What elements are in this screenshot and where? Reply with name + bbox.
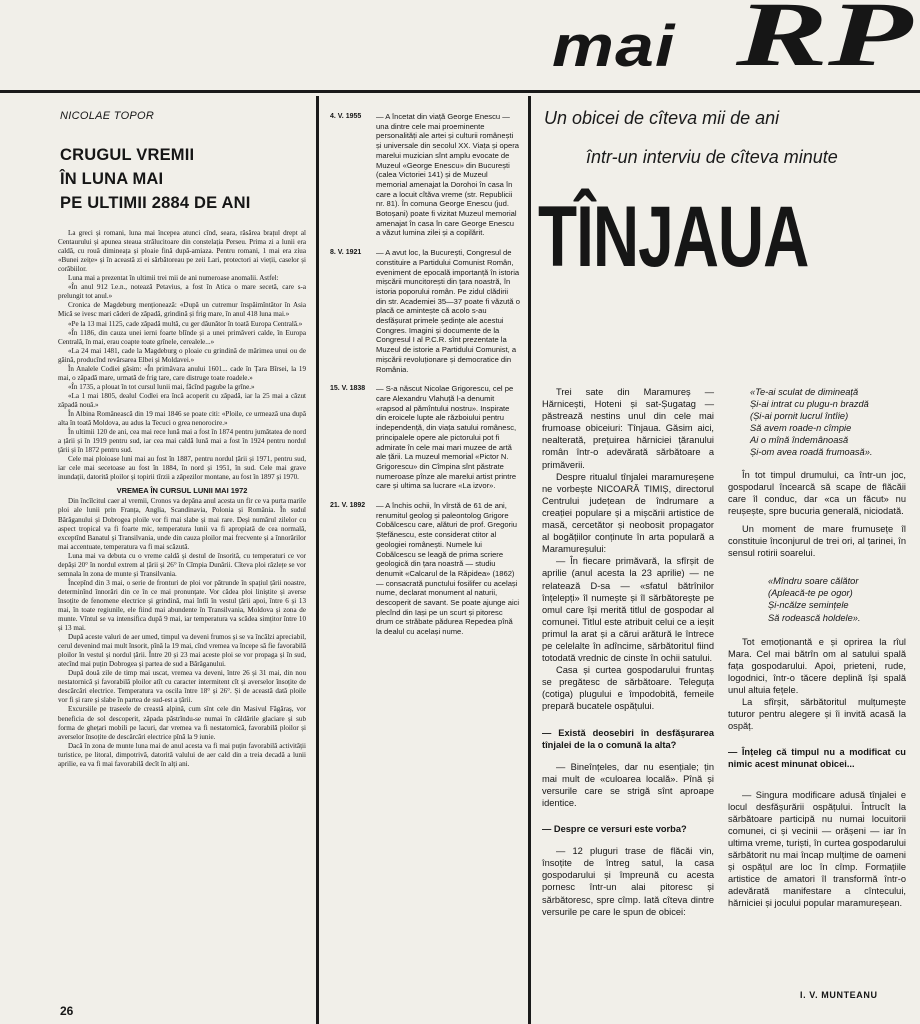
calendar-entry — [330, 112, 520, 238]
verse-line: Să rodească holdele». — [768, 612, 861, 623]
header-rule — [0, 90, 920, 93]
tinjaua-column-b — [728, 386, 906, 909]
paragraph: Dacă în zona de munte luna mai de anul acesta va fi mai puțin favorabilă activității turistice, pe litoral, dimpotrivă, datorită valului de aer cald din a treia decadă a lunii aprilie, ea va fi mai favorabilă decît în alți ani. — [58, 741, 306, 768]
subheading: VREMEA ÎN CURSUL LUNII MAI 1972 — [116, 486, 248, 496]
verse-line: Să avem roade-n cîmpie — [750, 423, 852, 434]
verse-line: Și-ncălze semințele — [768, 600, 849, 611]
verse-line: Și-ai intrat cu plugu-n brazdă — [750, 399, 869, 410]
paragraph: Cronica de Magdeburg menționează: «După un cutremur înspăimîntător în Asia Mică se ivesc mari căderi de zăpadă, grindină și frig mare, în anul 418 luna mai.» — [58, 301, 306, 319]
paragraph: — 12 pluguri trase de flăcăi vin, însoțite de întreg satul, la casa gospodarului și împreună cu acesta pornesc într-un alai pitoresc și sărbătoresc, spre cîmp. Iată cîteva dintre versurile pe care le spun de obicei: — [542, 846, 714, 917]
interview-question: — Înțeleg că timpul nu a modificat cu nimic acest minunat obicei... — [728, 747, 906, 770]
paragraph: — Bineînțeles, dar nu esențiale; țin mai mult de «culoarea locală». Pînă și versurile care se strigă sînt aproape identice. — [542, 761, 714, 808]
paragraph: «În 1735, a plouat în tot cursul lunii mai, făcînd pagube la grîne.» — [68, 382, 255, 391]
tinjaua-column-a — [542, 386, 714, 918]
entry-date: 21. V. 1892 — [330, 502, 366, 510]
paragraph: «La 1 mai 1805, dealul Codlei era încă acoperit cu zăpadă, iar la 25 mai a căzut zăpadă nouă.» — [58, 391, 306, 409]
kicker-line-1: Un obicei de cîteva mii de ani — [544, 108, 780, 128]
title-line-2: ÎN LUNA MAI — [60, 170, 164, 189]
article-title — [60, 143, 306, 215]
paragraph: «La 24 mai 1481, cade la Magdeburg o ploaie cu grindină de mărimea unui ou de găină, producînd revărsarea Elbei și Moldavei.» — [58, 346, 306, 364]
title-line-3: PE ULTIMII 2884 DE ANI — [60, 194, 251, 213]
entry-text: — A închis ochii, în vîrstă de 61 de ani, renumitul geolog și paleontolog Grigore Cobălcescu care, alături de prof. Gregoriu Ștefănescu, este considerat ctitor al geologiei românești. Numele lui Cobălcescu se leagă de prima scriere geologică din țara noastră — studiu denumit «Calcarul de la Răpidea» (1862) — consacrată punctului fosilifer cu același nume, declarat monument al naturii, descoperit de savant. Se poate ajunge aici plecînd din Iași pe un scurt și pitoresc drum ce străbate pădurea Repedea pînă la dealul cu același nume. — [376, 501, 520, 637]
paragraph: La sfîrșit, sărbătoritul mulțumește tuturor pentru alegere și îi invită acasă la ospăț. — [728, 697, 906, 732]
entry-text: — A avut loc, la București, Congresul de constituire a Partidului Comunist Român, eveniment de epocală importanță în istoria mișcării muncitorești din țara noastră, în istoria poporului român. Pe zidul clădirii din str. Academiei 35—37 poate fi văzută o placă ce amintește că acolo s-au desfășurat primele ședințe ale acestui Congres. Imagini și documente de la Congresul I al P.C.R. sînt prezentate la Muzeul de istorie a Partidului Comunist, a mișcării revoluționare și democratice din România. — [376, 248, 520, 374]
verse-line: (Și-ai pornit lucrul întîie) — [750, 411, 849, 422]
title-line-1: CRUGUL VREMII — [60, 146, 195, 165]
paragraph: Trei sate din Maramureș — Hărnicești, Hoteni și sat-Șugatag — păstrează nestins unul din cele mai frumoase obiceiuri: Tînjaua. Găsim aici, nealterată, prețuirea hărniciei țăranului român într-o adevărată sărbătoare a primăverii. — [542, 387, 714, 470]
paragraph: «În anul 912 î.e.n., notează Petavius, a fost în Atica o mare secetă, care s-a prelungit tot anul.» — [58, 283, 306, 301]
column-divider-left — [316, 96, 319, 1024]
entry-date: 15. V. 1838 — [330, 385, 366, 393]
article-tinjaua — [538, 108, 910, 286]
header-word-mai: mai — [552, 14, 676, 79]
paragraph: — Singura modificare adusă tînjalei e locul desfășurării ospățului. Întrucît la sărbătoare participă nu numai locuitorii comunei, ci și vecinii — orășeni — iar în ultima vreme, turiști, în curtea gospodarului sărbătorit nu mai încap mulțime de oameni și ospățul are loc în cîmp. Formațiile artistice de amatori îl transformă într-o adevărată manifestare a cîntecului, hărniciei și jocului popular maramureșean. — [728, 789, 906, 909]
paragraph: La greci și romani, luna mai începea atunci cînd, seara, răsărea brațul drept al Centaurului și apunea steaua strălucitoare din constelația Perseu. Prima zi a lunii era caldă, cu rouă dimineața și ploaie fină după-amiaza. Pentru romani, 1 mai era ziua «Bunei zeițe» și în această zi ei sărbătoreau pe zeii Lari, protectori ai vieții, caselor și corăbiilor. — [58, 229, 306, 274]
paragraph: Din încîlcitul caer al vremii, Cronos va depăna anul acesta un fir ce va purta marile ploi ale lunii prin Franța, Anglia, Scandinavia, Polonia și România. În sudul Bărăganului și Dobrogea ploile vor fi mai slabe și mai rare. Deși numărul zilelor cu aspect tropical va fi foarte mic, temperatura lunii va fi apropiată de cea normală, exceptînd Banatul și Transilvania, unde din cauza ploilor mai frecvente și a înnorărilor mai accentuate, temperatura va fi mai scăzută. — [58, 497, 306, 551]
author-byline: NICOLAE TOPOR — [60, 110, 155, 122]
paragraph: «Pe la 13 mai 1125, cade zăpadă multă, cu ger dăunător în toată Europa Centrală.» — [68, 319, 303, 328]
paragraph: Despre ritualul tînjalei maramureșene ne vorbește NICOARĂ TIMIȘ, directorul Centrului județean de îndrumare a creației populare și a mișcării artistice de masă, cercetător și neobosit propagator al bogățiilor conținute în arta populară a Maramureșului: — [542, 471, 714, 555]
paragraph: Începînd din 3 mai, o serie de fronturi de ploi vor pătrunde în spațiul țării noastre, determinînd înnorări din ce în ce mai pronunțate. Vor cădea ploi liniștite și averse însoțite de fenomene electrice și grindină, mai întîi în vestul țării apoi, între 6 și 13 mai, în toate regiunile, ele fiind mai abundente în Transilvania, Moldova și zona de munte. Vîntul se va intensifica după 9 mai, iar temperatura va scădea simțitor între 10 și 13 mai. — [58, 578, 306, 633]
paragraph: Excursiile pe traseele de creastă alpină, cum sînt cele din Masivul Făgăraș, vor beneficia de sol descoperit, zăpada păstrîndu-se numai în căldările glaciare și sub forma de ghețari mobili pe lacuri, dar vremea va fi nestatornică, favorabilă ploilor și averselor însoțite de descărcări electrice pînă la 9 iunie. — [58, 705, 306, 741]
calendar-entry — [330, 248, 520, 374]
author-signature: I. V. MUNTEANU — [800, 990, 878, 1000]
entry-text: — A încetat din viață George Enescu — una dintre cele mai proeminente personalități ale artei și culturii românești și universale din secolul XX. Viața și opera marelui muzician sînt amplu evocate de Muzeul «George Enescu» din București (calea Victoriei 141) și de Muzeul memorial amenajat la Dorohoi în casa în care a locuit cîtăva vreme (str. Republicii nr. 81). În comuna George Enescu (jud. Botoșani) poate fi vizitat Muzeul memorial amenajat în casa în care George Enescu a văzut lumina zilei și a copilărit. — [376, 112, 519, 238]
paragraph: După aceste valuri de aer umed, timpul va deveni frumos și se va încălzi apreciabil, cerul devenind mai mult însorit, pînă la 19 mai, cînd vremea va începe să fie favorabilă ploilor în vestul și nordul țării. Între 20 și 23 mai aceste ploi se vor propaga și în sud, atecînd mai puțin Dobrogea și partea de sud a Bărăganului. — [58, 633, 306, 669]
paragraph: În tot timpul drumului, ca într-un joc, gospodarul încearcă să scape de flăcăii care îl conduc, dar «ca un făcut» nu reușește, spre bucuria generală, niciodată. — [728, 469, 906, 516]
interview-question: — Despre ce versuri este vorba? — [542, 824, 687, 835]
magazine-logo: RP — [736, 0, 913, 85]
verse-block — [750, 386, 906, 459]
calendar-entry — [330, 384, 520, 491]
verse-block — [768, 575, 906, 623]
article-crugul-vremii — [58, 108, 306, 769]
verse-line: (Apleacă-te pe ogor) — [768, 588, 853, 599]
column-divider-right — [528, 96, 531, 1024]
paragraph: Cele mai ploioase luni mai au fost în 1887, pentru nordul țării și 1971, pentru sud, iar cele mai secetoase au fost în 1884, în nord și 1951, în sud. Cele mai grave inundații, datorită ploilor și topirii tîrzii a zăpezilor montane, au fost în 1897 și 1970. — [58, 455, 306, 482]
entry-date: 8. V. 1921 — [330, 249, 362, 257]
entry-date: 4. V. 1955 — [330, 113, 362, 120]
calendar-column — [330, 112, 520, 647]
entry-text: — S-a născut Nicolae Grigorescu, cel pe care Alexandru Vlahuță l-a denumit «rapsod al pămîntului nostru». Inspirate din eroicele lupte ale războiului pentru independență, din viața satului românesc, principalele opere ale pictorului pot fi admirate în cele mai mari muzee de artă ale țării. La muzeul memorial «Pictor N. Grigorescu» din Cîmpina sînt păstrate numeroase pînze ale marelui artist printre care și ultima sa lucrare «La izvor». — [376, 384, 517, 491]
paragraph: După două zile de timp mai uscat, vremea va deveni, între 26 și 31 mai, din nou nestatornică și favorabilă ploilor atît cu caracter intermitent cît și averselor însoțite de descărcări electrice. Temperatura va oscila între 18° și 26°. Și de această dată ploile vor fi și rare și slabe în partea de sud-est a țării. — [58, 669, 306, 705]
article-title: TÎNJAUA — [538, 187, 809, 286]
verse-line: «Te-ai sculat de dimineață — [750, 387, 859, 397]
kicker-line-2: într-un interviu de cîteva minute — [586, 147, 838, 167]
paragraph: În Albina Românească din 19 mai 1846 se poate citi: «Ploile, ce urmează una după alta în toată Moldova, au adus la Tecuci o grea nenorocire.» — [58, 409, 306, 428]
verse-line: «Mîndru soare călător — [768, 576, 859, 587]
paragraph: Un moment de mare frumusețe îl constituie înconjurul de trei ori, al țarinei, în sensul rotirii soarelui. — [728, 523, 906, 559]
paragraph: Luna mai va debuta cu o vreme caldă și destul de însorită, cu temperaturi ce vor depăși 20° în nordul extrem al țării și 26° în Cîmpia Dunării. Cîteva ploi răzlețe se vor semnala în zona de munte și Transilvania. — [58, 551, 306, 578]
paragraph: Casa și curtea gospodarului fruntaș se pregătesc de sărbătoare. Teleguța (cotiga) plugului e împodobită, femeile prepară bucatele ospățului. — [542, 665, 714, 712]
paragraph: Luna mai a prezentat în ultimii trei mii de ani numeroase anomalii. Astfel: — [68, 274, 279, 283]
paragraph: Tot emoționantă e și oprirea la rîul Mara. Cel mai bătrîn om al satului spală fața gospodarului. Apoi, prieteni, rude, logodnici, într-o tăcere deplină își spală unul altuia fețele. — [728, 636, 906, 695]
paragraph: «În 1186, din cauza unei ierni foarte blînde și a unei primăveri calde, în Europa Centrală, în mai, erau coapte toate grînele, cerealele...» — [58, 328, 306, 346]
paragraph: — În fiecare primăvară, la sfîrșit de aprilie (anul acesta la 23 aprilie) — ne relatează D-sa — «sfatul bătrînilor înțelepți» îl numește și îl sărbătorește pe omul care își merită titlul de gospodar al comunei. Titlul este atribuit celui ce a ieșit primul la arat și a cărui arătură le întrece pe celelalte în adîncime, sărbătoritul fiind totodată vrednic de cinste în ochii satului. — [542, 556, 714, 664]
paragraph: În ultimii 120 de ani, cea mai rece lună mai a fost în 1874 pentru jumătatea de nord a țării și în 1919 pentru sud, iar cea mai caldă lună mai a fost în 1924 pentru nordul țării și în 1872 pentru sud. — [58, 428, 306, 455]
page-number: 26 — [60, 1004, 74, 1018]
interview-question: — Există deosebiri în desfășurarea tînjalei de la o comună la alta? — [542, 727, 714, 750]
verse-line: Ai o mînă îndemânoasă — [750, 435, 849, 446]
verse-line: Și-om avea roadă frumoasă». — [750, 447, 873, 458]
calendar-entry — [330, 501, 520, 637]
paragraph: În Analele Codiei găsim: «În primăvara anului 1601... cade în Țara Bîrsei, la 19 mai, o zăpadă mare, urmată de frig tare, care distruge toate roadele.» — [58, 364, 306, 382]
